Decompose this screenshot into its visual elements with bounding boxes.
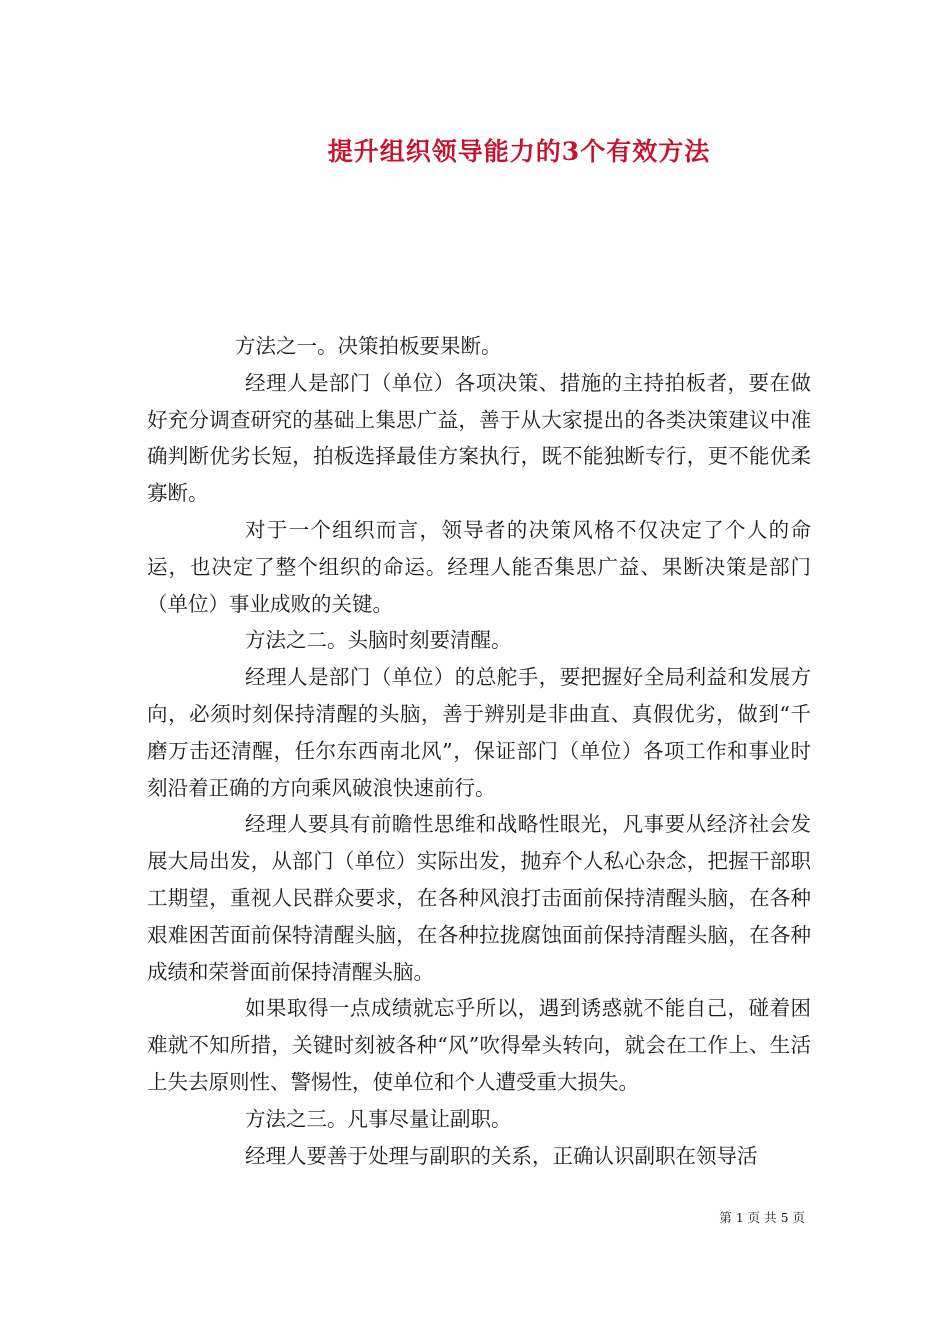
paragraph-method-3-heading: 方法之三。凡事尽量让副职。 [245, 1106, 512, 1131]
paragraph-method-2-heading: 方法之二。头脑时刻要清醒。 [245, 628, 512, 653]
document-body [147, 328, 811, 1174]
document-title: 提升组织领导能力的3个有效方法 [327, 137, 711, 166]
page-number-footer: 第 1 页 共 5 页 [719, 1210, 805, 1225]
paragraph: 经理人是部门（单位）各项决策、措施的主持拍板者，要在做好充分调查研究的基础上集思广益，善于从大家提出的各类决策建议中准确判断优劣长短，拍板选择最佳方案执行，既不能独断专行，更不能优柔寡断。 [147, 370, 811, 506]
paragraph: 如果取得一点成绩就忘乎所以，遇到诱惑就不能自己，碰着困难就不知所措，关键时刻被各种“风”吹得晕头转向，就会在工作上、生活上失去原则性、警惕性，使单位和个人遭受重大损失。 [147, 996, 811, 1094]
paragraph-method-1-heading: 方法之一。决策拍板要果断。 [235, 334, 502, 358]
paragraph: 经理人是部门（单位）的总舵手，要把握好全局利益和发展方向，必须时刻保持清醒的头脑，善于辨别是非曲直、真假优劣，做到“千磨万击还清醒，任尔东西南北风”，保证部门（单位）各项工作和事业时刻沿着正确的方向乘风破浪快速前行。 [147, 665, 811, 800]
paragraph: 经理人要善于处理与副职的关系，正确认识副职在领导活 [245, 1143, 758, 1168]
paragraph: 对于一个组织而言，领导者的决策风格不仅决定了个人的命运，也决定了整个组织的命运。经理人能否集思广益、果断决策是部门（单位）事业成败的关键。 [147, 517, 811, 616]
paragraph: 经理人要具有前瞻性思维和战略性眼光，凡事要从经济社会发展大局出发，从部门（单位）实际出发，抛弃个人私心杂念，把握干部职工期望，重视人民群众要求，在各种风浪打击面前保持清醒头脑，在各种艰难困苦面前保特清醒头脑，在各种拉拢腐蚀面前保持清醒头脑，在各种成绩和荣誉面前保持清醒头脑。 [147, 812, 811, 984]
